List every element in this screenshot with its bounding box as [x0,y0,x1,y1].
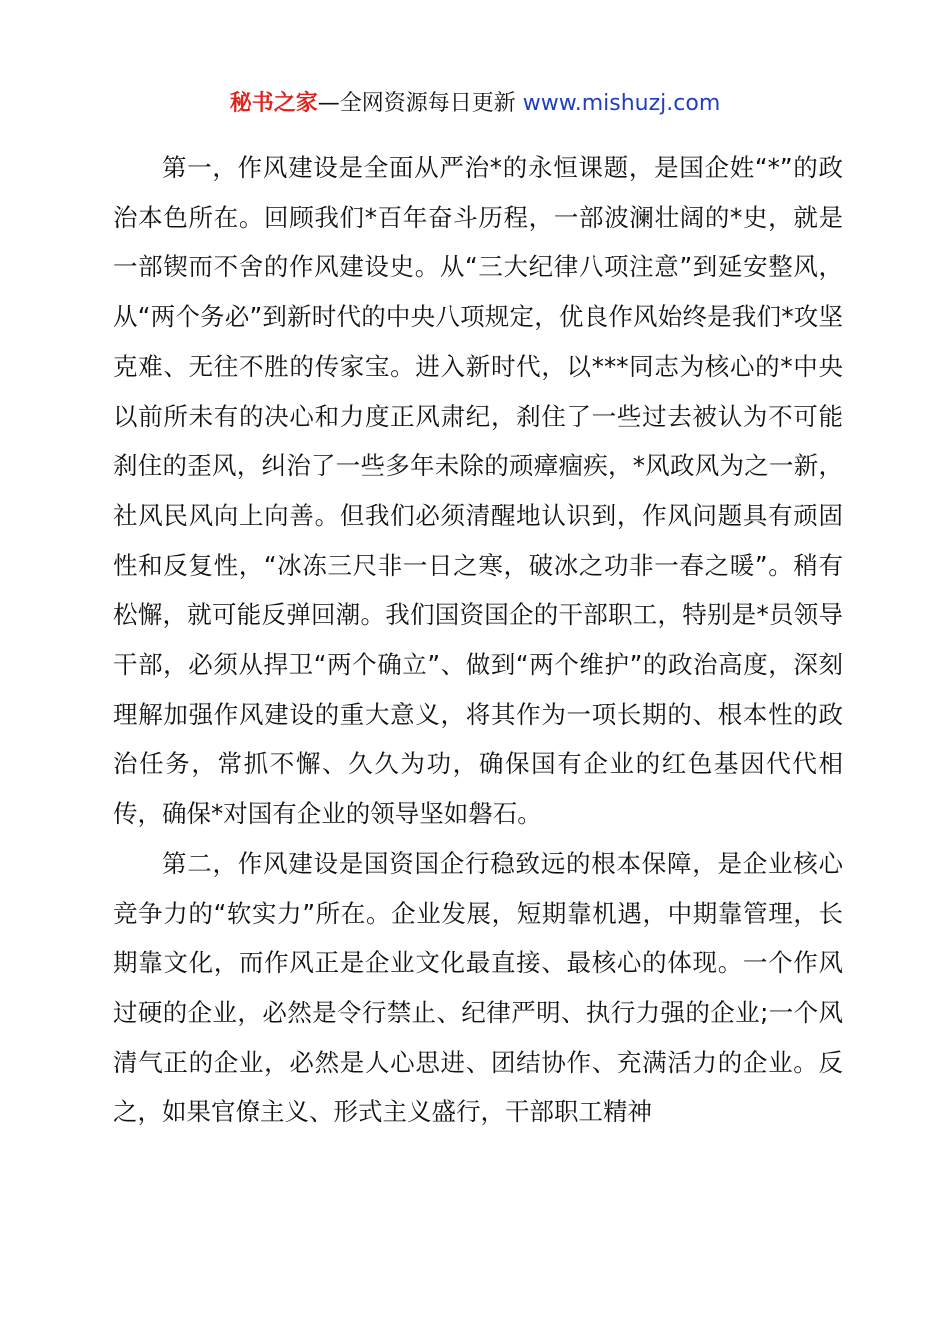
site-brand: 秘书之家 [229,91,318,116]
paragraph-2: 第二，作风建设是国资国企行稳致远的根本保障，是企业核心竞争力的“软实力”所在。企业发展，短期靠机遇，中期靠管理，长期靠文化，而作风正是企业文化最直接、最核心的体现。一个作风过硬的企业，必然是令行禁止、纪律严明、执行力强的企业;一个风清气正的企业，必然是人心思进、团结协作、充满活力的企业。反之，如果官僚主义、形式主义盛行，干部职工精神 [113,848,843,1127]
site-tagline: —全网资源每日更新 [317,91,523,116]
site-header [0,86,950,122]
document-body [113,143,843,1137]
paragraph-1: 第一，作风建设是全面从严治*的永恒课题，是国企姓“*”的政治本色所在。回顾我们*百年奋斗历程，一部波澜壮阔的*史，就是一部锲而不舍的作风建设史。从“三大纪律八项注意”到延安整风，从“两个务必”到新时代的中央八项规定，优良作风始终是我们*攻坚克难、无往不胜的传家宝。进入新时代，以***同志为核心的*中央以前所未有的决心和力度正风肃纪，刹住了一些过去被认为不可能刹住的歪风，纠治了一些多年未除的顽瘴痼疾，*风政风为之一新，社风民风向上向善。但我们必须清醒地认识到，作风问题具有顽固性和反复性，“冰冻三尺非一日之寒，破冰之功非一春之暖”。稍有松懈，就可能反弹回潮。我们国资国企的干部职工，特别是*员领导干部，必须从捍卫“两个确立”、做到“两个维护”的政治高度，深刻理解加强作风建设的重大意义，将其作为一项长期的、根本性的政治任务，常抓不懈、久久为功，确保国有企业的红色基因代代相传，确保*对国有企业的领导坚如磐石。 [113,153,843,829]
site-url-link[interactable]: www.mishuzj.com [522,91,721,116]
